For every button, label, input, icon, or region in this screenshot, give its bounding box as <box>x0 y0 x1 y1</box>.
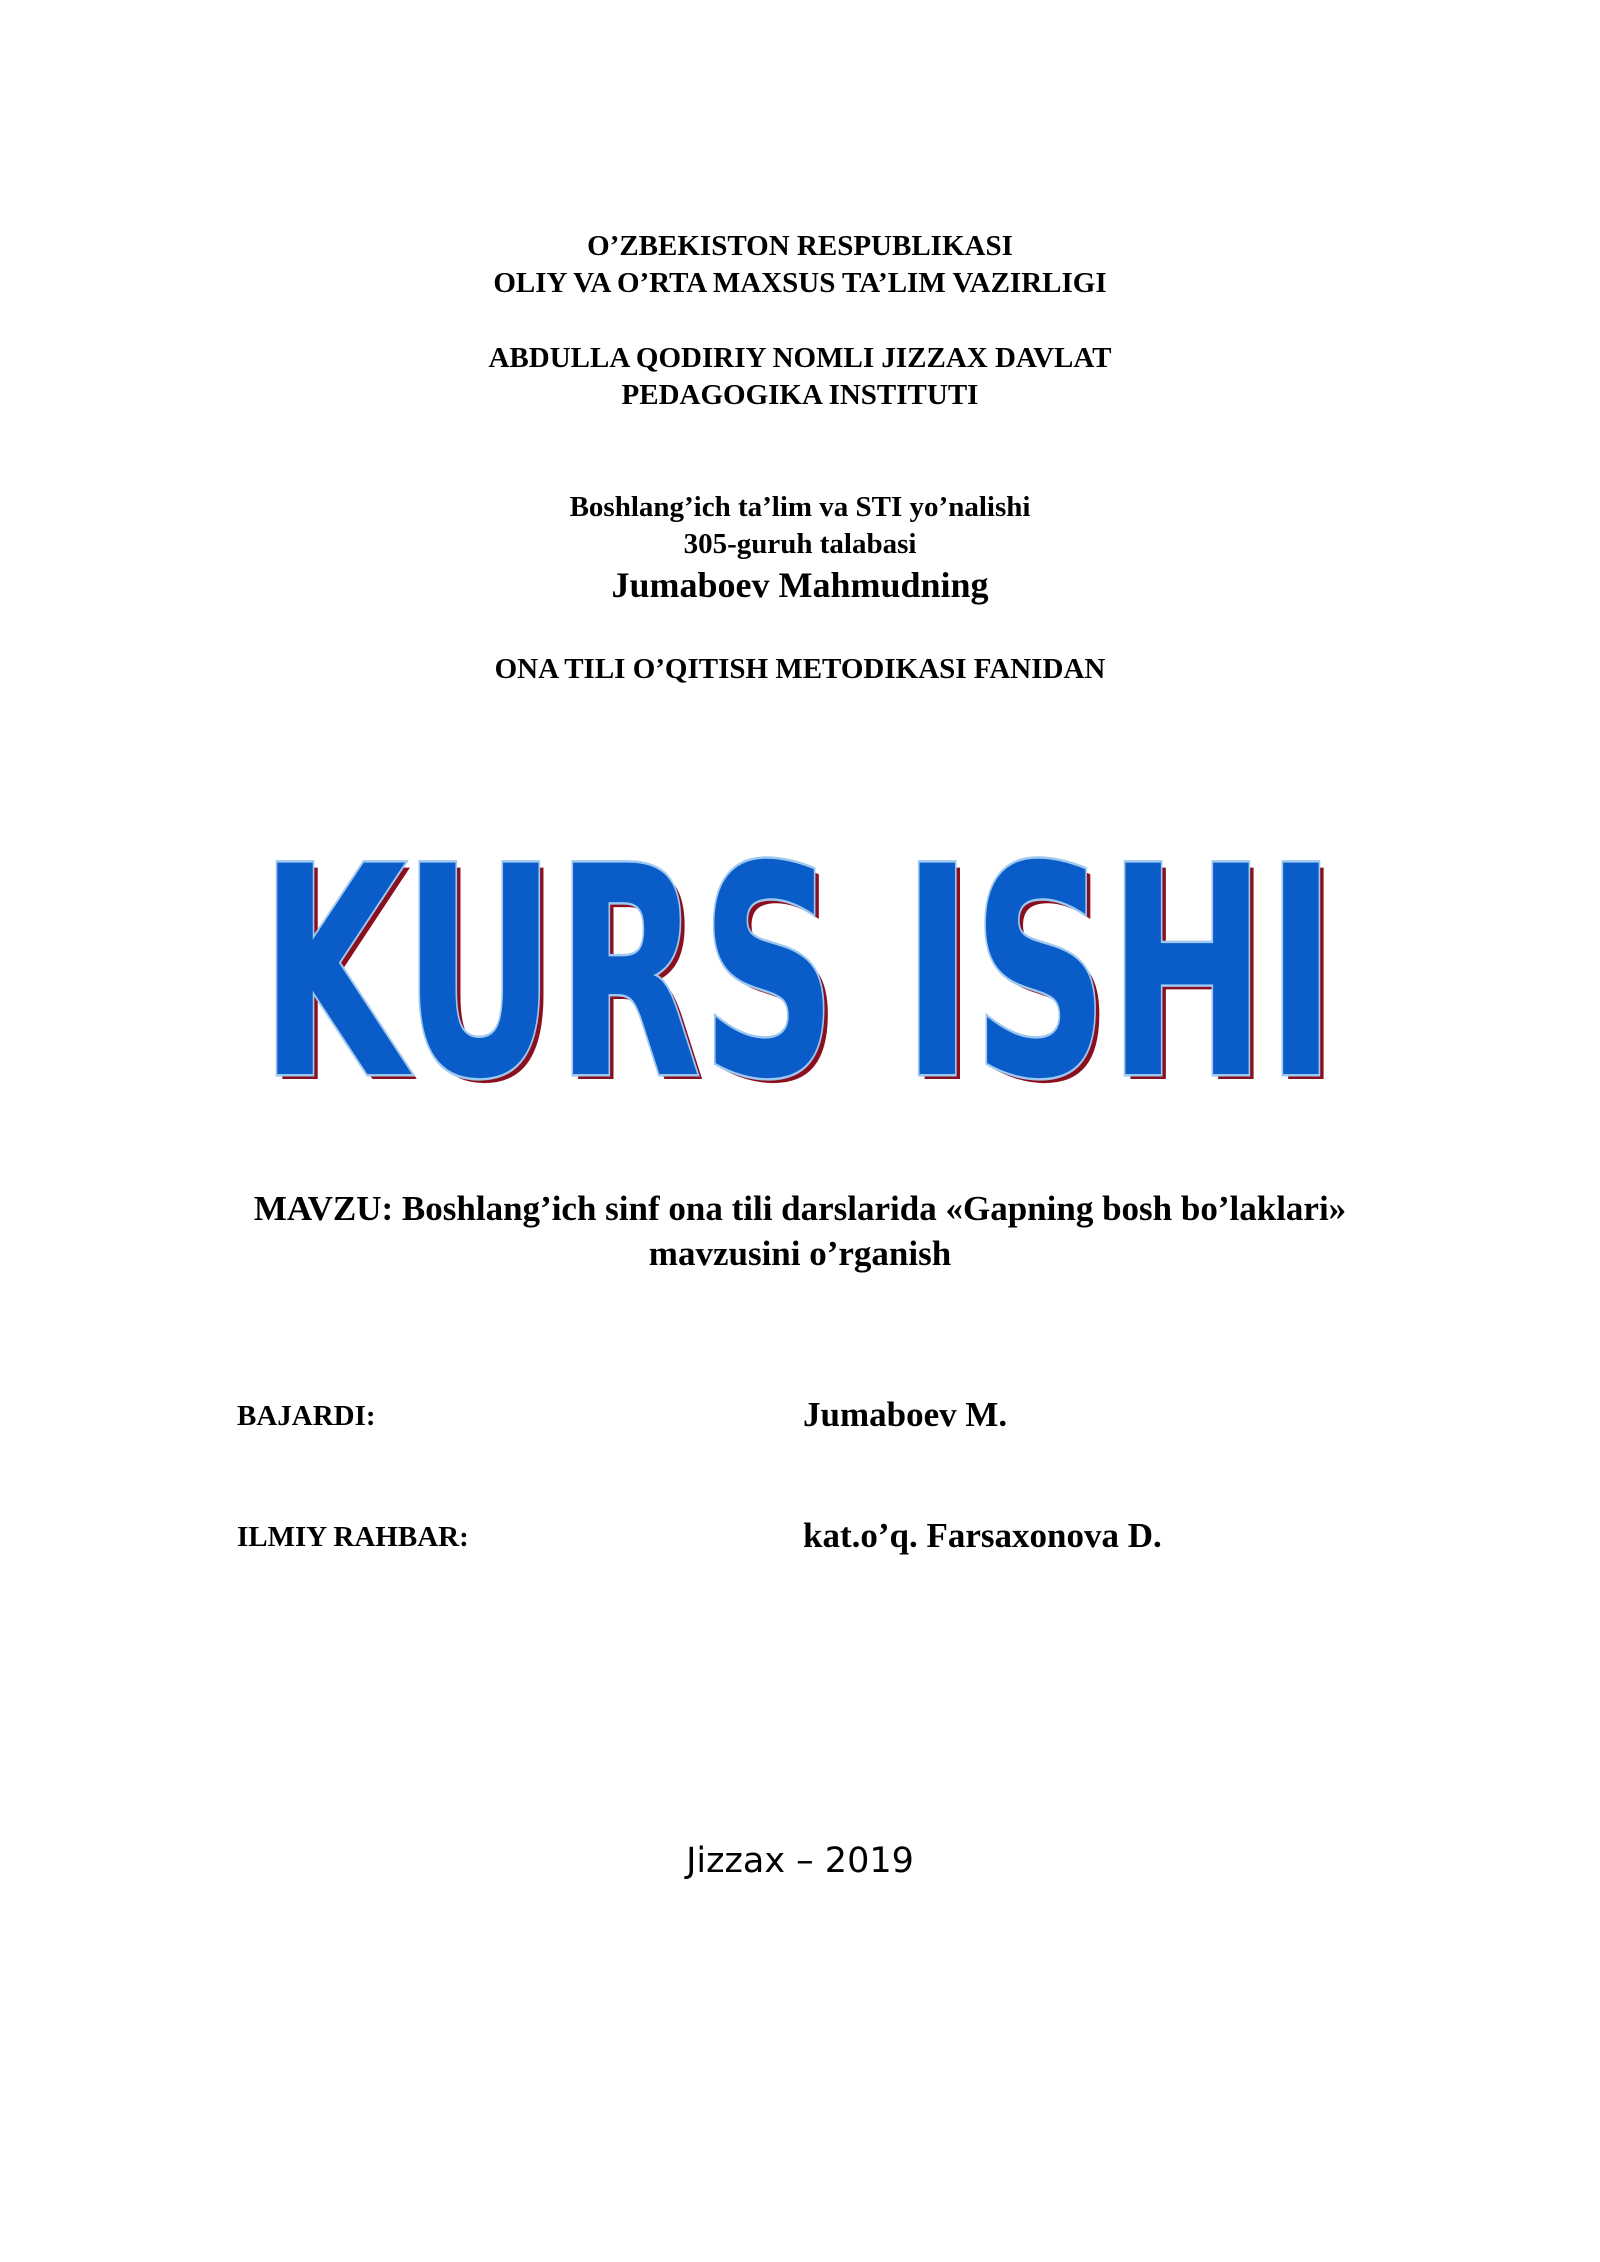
student-direction: Boshlang’ich ta’lim va STI yo’nalishi <box>569 491 1031 523</box>
topic-line-1: MAVZU: Boshlang’ich sinf ona tili darslarida «Gapning bosh bo’laklari» <box>253 1189 1347 1228</box>
student-name: Jumaboev Mahmudning <box>611 565 989 605</box>
subject-line: ONA TILI O’QITISH METODIKASI FANIDAN <box>494 653 1106 685</box>
advisor-label: ILMIY RAHBAR: <box>237 1521 469 1553</box>
document-title <box>0 770 1600 1110</box>
title-shadow-text: KURS ISHI <box>265 811 1341 1110</box>
advisor-value: kat.o’q. Farsaxonova D. <box>803 1516 1162 1555</box>
student-group: 305-guruh talabasi <box>683 528 917 560</box>
title-wordart <box>0 770 1600 1110</box>
institute-line-1: ABDULLA QODIRIY NOMLI JIZZAX DAVLAT <box>488 342 1112 374</box>
topic-line-2: mavzusini o’rganish <box>648 1234 952 1273</box>
performer-label: BAJARDI: <box>237 1400 376 1432</box>
institute-line-2: PEDAGOGIKA INSTITUTI <box>621 379 979 411</box>
title-main-text: KURS ISHI <box>260 806 1336 1110</box>
performer-value: Jumaboev M. <box>803 1395 1008 1434</box>
city-year: Jizzax – 2019 <box>686 1841 914 1881</box>
ministry-line-1: O’ZBEKISTON RESPUBLIKASI <box>587 230 1013 262</box>
ministry-line-2: OLIY VA O’RTA MAXSUS TA’LIM VAZIRLIGI <box>493 267 1107 299</box>
